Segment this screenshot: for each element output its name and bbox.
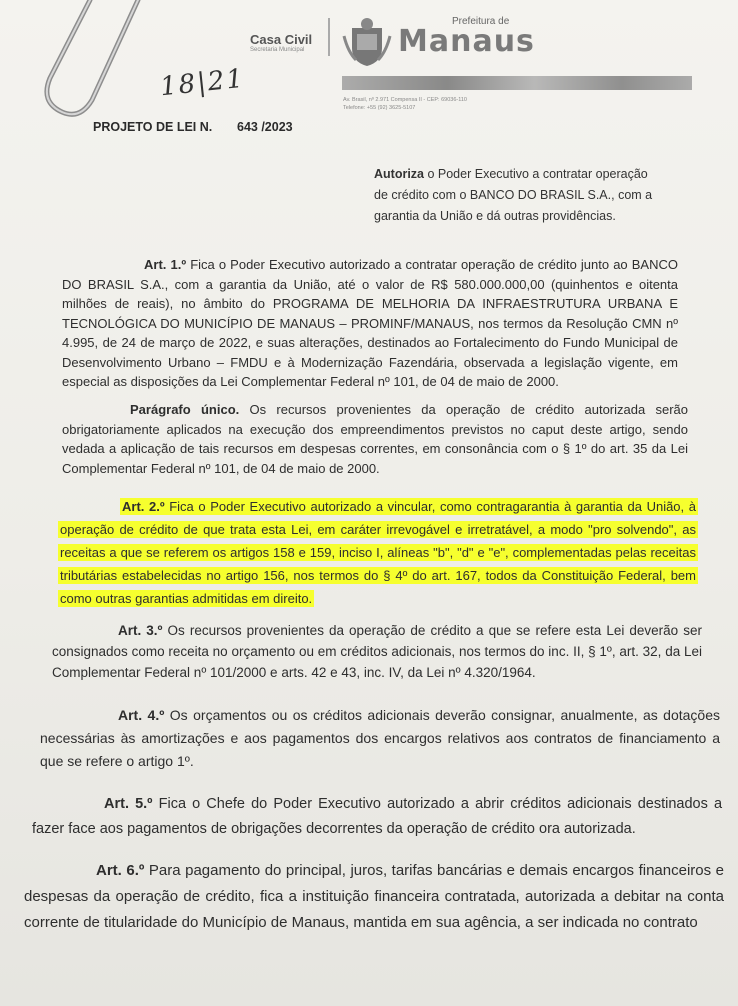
article-5-text: Fica o Chefe do Poder Executivo autorizado a abrir créditos adicionais destinados a fazer face aos pagamentos de obrigações decorrentes da operação de crédito ora autorizada. (32, 796, 723, 837)
article-3-label: Art. 3.º (118, 623, 163, 638)
letterhead-banner (342, 76, 692, 90)
paragrafo-unico-text: Os recursos provenientes da operação de crédito autorizada serão obrigatoriamente aplicados na execução dos empreendimentos previstos no caput deste artigo, sendo vedada a aplicação de tais recursos em despesas correntes, em consonância com o § 1º do art. 35 da Lei Complementar Federal nº 101, de 04 de maio de 2000. (62, 402, 689, 476)
article-4-label: Art. 4.º (118, 707, 165, 723)
manaus-logo-text: Manaus (398, 24, 535, 59)
article-3-text: Os recursos provenientes da operação de crédito a que se refere esta Lei deverão ser consignados como receita no orçamento ou em créditos adicionais, nos termos do inc. II, § 1º, art. 32, da Lei Complementar Federal nº 101/2000 e arts. 42 e 43, inc. IV, da Lei nº 4.320/1964. (52, 623, 702, 680)
paragrafo-unico (62, 400, 688, 478)
article-6-text: Para pagamento do principal, juros, tarifas bancárias e demais encargos financeiros e despesas da operação de crédito, fica a instituição financeira contratada, autorizada a debitar na conta corrente de titularidade do Município de Manaus, mantida em sua agência, a ser indicada no contrato (24, 862, 724, 931)
article-2 (58, 495, 698, 610)
article-4-text: Os orçamentos ou os créditos adicionais deverão consignar, anualmente, as dotações necessárias às amortizações e aos pagamentos dos encargos relativos aos contratos de financiamento a que se refere o artigo 1º. (40, 707, 720, 769)
ementa-line-2: de crédito com o BANCO DO BRASIL S.A., com a (374, 188, 653, 202)
article-5 (32, 792, 722, 842)
paragrafo-unico-label: Parágrafo único. (130, 402, 240, 417)
casa-civil-sub: Secretaria Municipal (250, 47, 305, 53)
project-number: 643 /2023 (237, 120, 293, 134)
ementa-line-3: garantia da União e dá outras providências. (374, 209, 616, 223)
article-2-label: Art. 2.º (122, 499, 165, 514)
prefeitura-de-label: Prefeitura de (452, 16, 510, 27)
casa-civil-label: Casa Civil (250, 32, 313, 47)
article-5-label: Art. 5.º (104, 796, 153, 812)
article-6-label: Art. 6.º (96, 862, 145, 879)
article-6 (24, 858, 724, 998)
paper-clip-icon (20, 0, 160, 130)
article-4 (40, 704, 720, 773)
address-line-1: Av. Brasil, nº 2.971 Compensa II - CEP: 69036-110 (343, 97, 467, 103)
project-label: PROJETO DE LEI N. (93, 120, 213, 134)
article-1-text: Fica o Poder Executivo autorizado a contratar operação de crédito junto ao BANCO DO BRASIL S.A., com a garantia da União, até o valor de R$ 580.000.000,00 (quinhentos e oitenta milhões de reais), no âmbito do PROGRAMA DE MELHORIA DA INFRAESTRUTURA URBANA E TECNOLÓGICA DO MUNICÍPIO DE MANAUS – PROMINF/MANAUS, nos termos da Resolução CMN nº 4.995, de 24 de março de 2022, e suas alterações, destinados ao Fortalecimento do Fundo Municipal de Desenvolvimento Urbano – FMDU e à Modernização Fazendária, observada a legislação vigente, em especial as disposições da Lei Complementar Federal nº 101, de 04 de maio de 2000. (62, 257, 678, 389)
address-line-2: Telefone: +55 (92) 3625-5107 (343, 105, 416, 111)
ementa-line-1: o Poder Executivo a contratar operação (424, 167, 648, 181)
handwritten-page-number: 18|21 (158, 63, 247, 103)
city-coat-of-arms-icon (342, 16, 392, 68)
article-3 (52, 620, 702, 683)
article-2-highlight (58, 498, 698, 607)
article-1-label: Art. 1.º (144, 257, 187, 272)
ementa (374, 164, 674, 227)
ementa-bold: Autoriza (374, 167, 424, 181)
article-1 (62, 255, 678, 392)
article-2-text: Fica o Poder Executivo autorizado a vincular, como contragarantia à garantia da União, à operação de crédito de que trata esta Lei, em caráter irrevogável e irretratável, a modo "pro solvendo", as receitas a que se referem os artigos 158 e 159, inciso I, alíneas "b", "d" e "e", complementadas pelas receitas tributárias estabelecidas no artigo 156, nos termos do § 4º do art. 167, todos da Constituição Federal, bem como outras garantias admitidas em direito. (60, 499, 696, 606)
letterhead-divider (328, 18, 330, 56)
